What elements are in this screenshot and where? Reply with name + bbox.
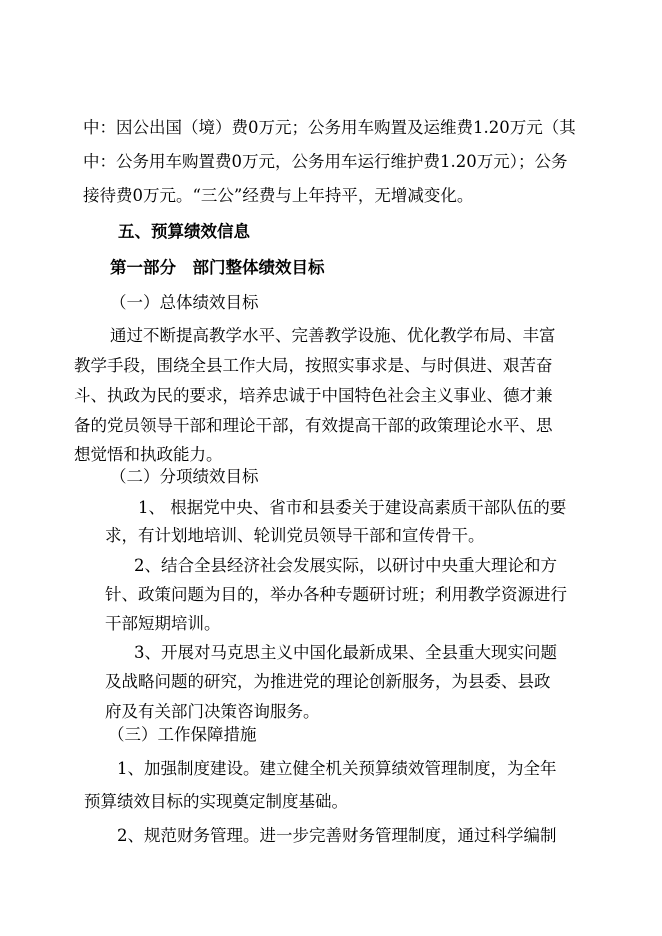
- section-heading: 五、预算绩效信息: [118, 222, 250, 241]
- body-line: 预算绩效目标的实现奠定制度基础。: [84, 792, 348, 811]
- body-line: 1、 根据党中央、省市和县委关于建设高素质干部队伍的要: [138, 498, 567, 517]
- body-line: 1、加强制度建设。建立健全机关预算绩效管理制度，为全年: [117, 759, 557, 778]
- body-line: 备的党员领导干部和理论干部，有效提高干部的政策理论水平、思: [74, 416, 553, 435]
- body-line: 2、结合全县经济社会发展实际，以研讨中央重大理论和方: [134, 556, 557, 575]
- body-line: 中：因公出国（境）费0万元；公务用车购置及运维费1.20万元（其: [83, 118, 576, 137]
- body-line: 教学手段，围绕全县工作大局，按照实事求是、与时俱进、艰苦奋: [74, 356, 553, 375]
- body-line: 3、开展对马克思主义中国化最新成果、全县重大现实问题: [134, 643, 557, 662]
- body-line: 干部短期培训。: [105, 614, 221, 633]
- subsection-heading: （二）分项绩效目标: [110, 467, 259, 486]
- body-line: 求，有计划地培训、轮训党员领导干部和宣传骨干。: [105, 526, 485, 545]
- body-line: 及战略问题的研究，为推进党的理论创新服务，为县委、县政: [105, 672, 551, 691]
- subsection-heading: （一）总体绩效目标: [110, 293, 259, 312]
- body-line: 2、规范财务管理。进一步完善财务管理制度，通过科学编制: [117, 826, 557, 845]
- body-line: 府及有关部门决策咨询服务。: [105, 702, 320, 721]
- subsection-heading: （三）工作保障措施: [108, 725, 257, 744]
- part-heading: 第一部分 部门整体绩效目标: [110, 258, 325, 277]
- body-line: 接待费0万元。“三公”经费与上年持平，无增减变化。: [83, 186, 474, 205]
- body-line: 针、政策问题为目的，举办各种专题研讨班；利用教学资源进行: [105, 585, 567, 604]
- body-line: 斗、执政为民的要求，培养忠诚于中国特色社会主义事业、德才兼: [74, 386, 553, 405]
- body-line: 想觉悟和执政能力。: [74, 445, 223, 464]
- body-line: 通过不断提高教学水平、完善教学设施、优化教学布局、丰富: [110, 326, 556, 345]
- body-line: 中：公务用车购置费0万元，公务用车运行维护费1.20万元）；公务: [83, 152, 568, 171]
